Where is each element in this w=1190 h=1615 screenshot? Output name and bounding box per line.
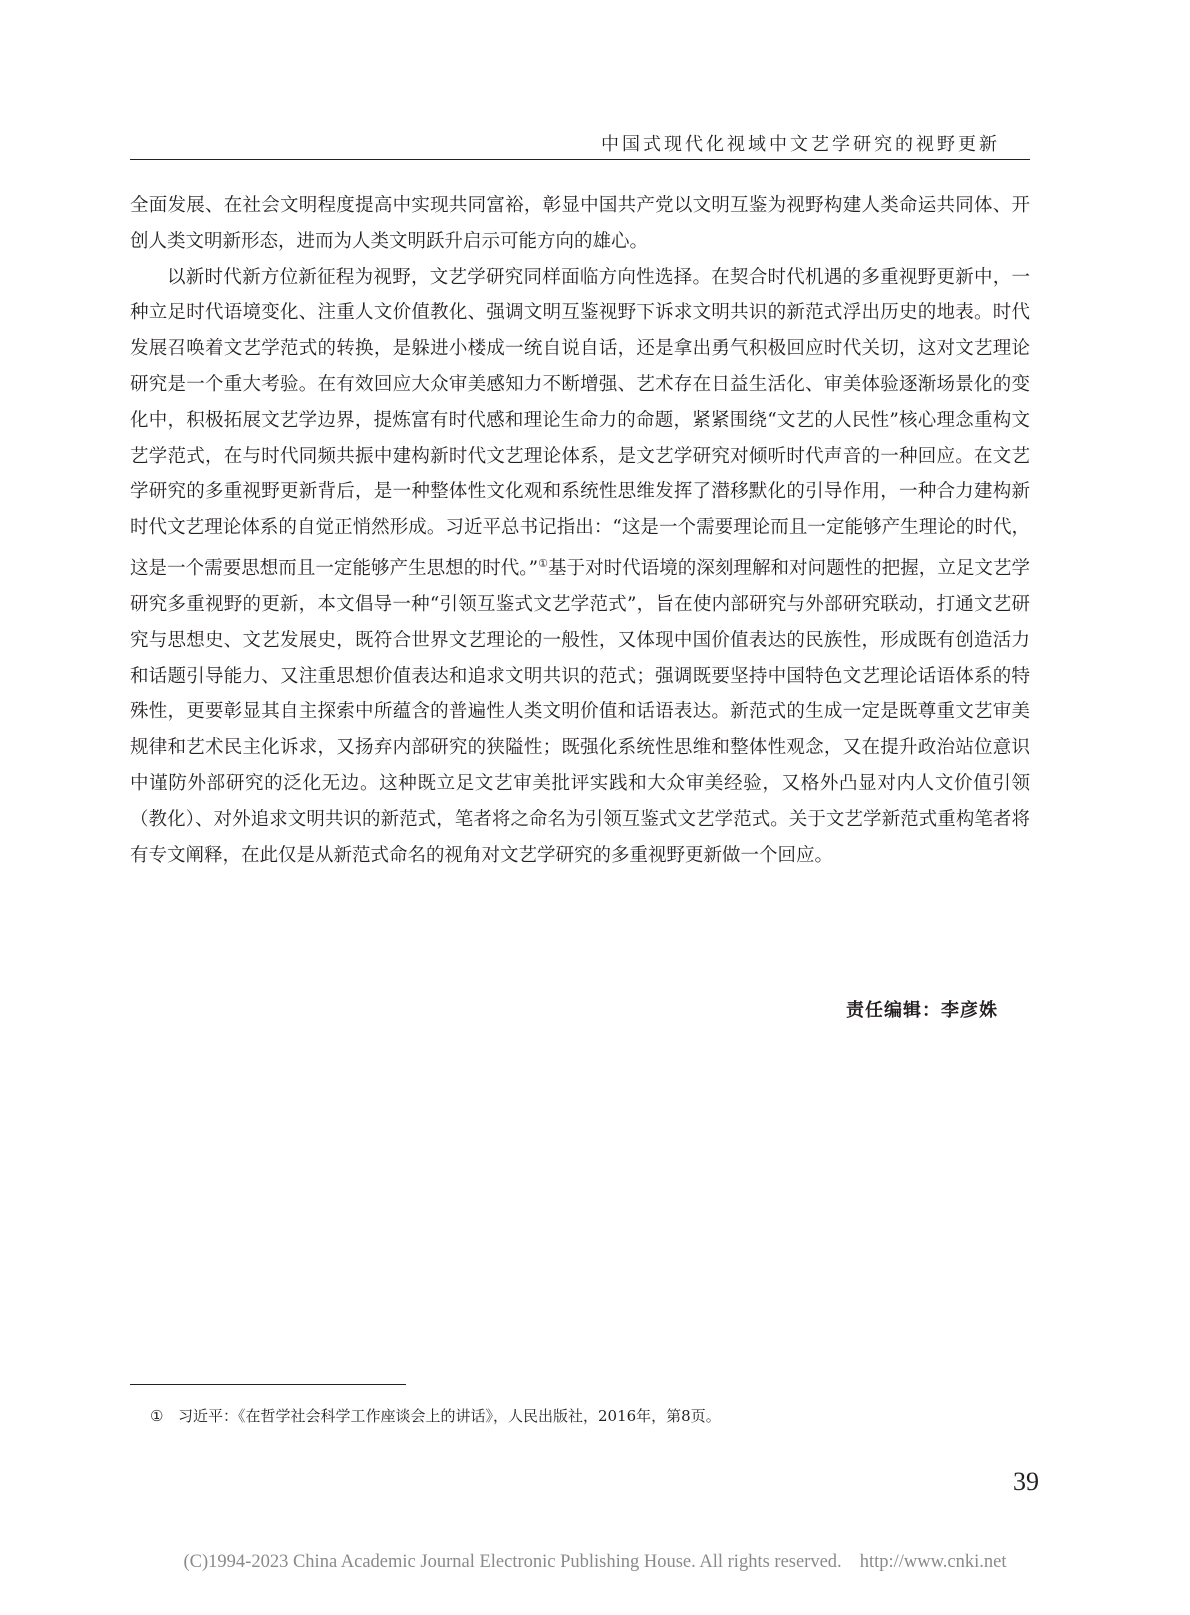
copyright-line: [0, 1552, 1190, 1573]
header-rule: [130, 159, 1030, 160]
paragraph-main-tail: 基于对时代语境的深刻理解和对问题性的把握，立足文艺学研究多重视野的更新，本文倡导一种“引领互鉴式文艺学范式”，旨在使内部研究与外部研究联动，打通文艺研究与思想史、文艺发展史，既符合世界文艺理论的一般性，又体现中国价值表达的民族性，形成既有创造活力和话题引导能力、又注重思想价值表达和追求文明共识的范式；强调既要坚持中国特色文艺理论话语体系的特殊性，更要彰显其自主探索中所蕴含的普遍性人类文明价值和话语表达。新范式的生成一定是既尊重文艺审美规律和艺术民主化诉求，又扬弃内部研究的狭隘性；既强化系统性思维和整体性观念，又在提升政治站位意识中谨防外部研究的泛化无边。这种既立足文艺审美批评实践和大众审美经验，又格外凸显对内人文价值引领（教化）、对外追求文明共识的新范式，笔者将之命名为引领互鉴式文艺学范式。关于文艺学新范式重构笔者将有专文阐释，在此仅是从新范式命名的视角对文艺学研究的多重视野更新做一个回应。: [130, 558, 1030, 866]
footnote-text: 习近平：《在哲学社会科学工作座谈会上的讲话》，人民出版社，2016年，第8页。: [178, 1407, 721, 1425]
paragraph-main: [130, 260, 1030, 874]
footnote-reference[interactable]: ①: [538, 556, 549, 570]
copyright-url[interactable]: http://www.cnki.net: [859, 1552, 1007, 1572]
footnote: [150, 1405, 1010, 1427]
paragraph-main-text: 以新时代新方位新征程为视野，文艺学研究同样面临方向性选择。在契合时代机遇的多重视野更新中，一种立足时代语境变化、注重人文价值教化、强调文明互鉴视野下诉求文明共识的新范式浮出历史的地表。时代发展召唤着文艺学范式的转换，是躲进小楼成一统自说自话，还是拿出勇气积极回应时代关切，这对文艺理论研究是一个重大考验。在有效回应大众审美感知力不断增强、艺术存在日益生活化、审美体验逐渐场景化的变化中，积极拓展文艺学边界，提炼富有时代感和理论生命力的命题，紧紧围绕“文艺的人民性”核心理念重构文艺学范式，在与时代同频共振中建构新时代文艺理论体系，是文艺学研究对倾听时代声音的一种回应。在文艺学研究的多重视野更新背后，是一种整体性文化观和系统性思维发挥了潜移默化的引导作用，一种合力建构新时代文艺理论体系的自觉正悄然形成。习近平总书记指出：“这是一个需要理论而且一定能够产生理论的时代，这是一个需要思想而且一定能够产生思想的时代。”: [130, 266, 1030, 580]
paragraph-continued: 全面发展、在社会文明程度提高中实现共同富裕，彰显中国共产党以文明互鉴为视野构建人类命运共同体、开创人类文明新形态，进而为人类文明跃升启示可能方向的雄心。: [130, 195, 1030, 252]
responsible-editor: 责任编辑：李彦姝: [846, 1000, 998, 1021]
copyright-notice: (C)1994-2023 China Academic Journal Electronic Publishing House. All rights reserved.: [183, 1552, 842, 1572]
footnote-marker: ①: [150, 1407, 164, 1425]
page-number: 39: [1013, 1467, 1039, 1496]
running-title: 中国式现代化视域中文艺学研究的视野更新: [601, 134, 1000, 155]
article-body: [130, 188, 1030, 873]
footnote-rule: [130, 1384, 406, 1385]
